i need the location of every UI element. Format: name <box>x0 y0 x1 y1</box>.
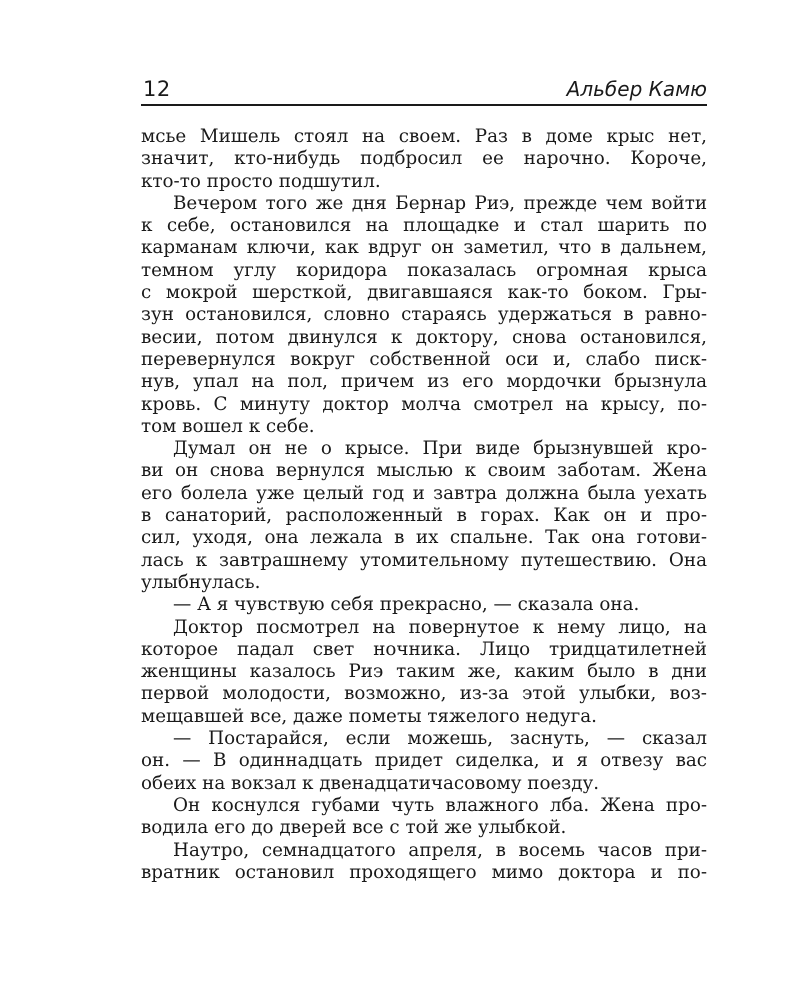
text-line: карманам ключи, как вдруг он заметил, что в дальнем, <box>141 237 707 259</box>
text-line: которое падал свет ночника. Лицо тридцатилетней <box>141 638 707 660</box>
text-line: в санаторий, расположенный в горах. Как он и про- <box>141 505 707 527</box>
text-line: к себе, остановился на площадке и стал шарить по <box>141 215 707 237</box>
text-line: он. — В одиннадцать придет сиделка, и я отвезу вас <box>141 750 707 772</box>
text-line: кто-то просто подшутил. <box>141 170 381 192</box>
running-title: Альбер Камю <box>566 77 707 101</box>
text-line: Вечером того же дня Бернар Риэ, прежде чем войти <box>173 192 707 214</box>
page-number: 12 <box>143 77 171 101</box>
text-line: мещавшей все, даже пометы тяжелого недуга. <box>141 705 597 727</box>
text-line: нув, упал на пол, причем из его мордочки брызнула <box>141 371 707 393</box>
text-line: вратник остановил проходящего мимо доктора и по- <box>141 861 707 883</box>
text-line: водила его до дверей все с той же улыбкой. <box>141 817 567 839</box>
text-line: Он коснулся губами чуть влажного лба. Жена про- <box>173 794 707 816</box>
text-line: мсье Мишель стоял на своем. Раз в доме крыс нет, <box>141 126 707 147</box>
text-line: зун остановился, словно стараясь удержаться в равно- <box>141 304 707 326</box>
text-line: Думал он не о крысе. При виде брызнувшей кро- <box>173 438 707 460</box>
text-line: весии, потом двинулся к доктору, снова остановился, <box>141 326 707 348</box>
text-line: — А я чувствую себя прекрасно, — сказала она. <box>173 594 640 616</box>
text-line: лась к завтрашнему утомительному путешествию. Она <box>141 549 707 571</box>
text-line: Наутро, семнадцатого апреля, в восемь часов при- <box>173 839 707 861</box>
text-line: улыбнулась. <box>141 571 261 593</box>
text-line: первой молодости, возможно, из-за этой улыбки, воз- <box>141 683 707 705</box>
book-page <box>141 74 707 884</box>
text-line: том вошел к себе. <box>141 415 315 437</box>
text-line: сил, уходя, она лежала в их спальне. Так она готови- <box>141 527 707 549</box>
text-line: с мокрой шерсткой, двигавшаяся как-то боком. Гры- <box>141 282 707 304</box>
text-line: женщины казалось Риэ таким же, каким было в дни <box>141 661 707 683</box>
text-line: ви он снова вернулся мыслью к своим заботам. Жена <box>141 460 707 482</box>
body-text <box>141 126 707 884</box>
text-line: — Постарайся, если можешь, заснуть, — сказал <box>173 728 707 750</box>
text-line: его болела уже целый год и завтра должна была уехать <box>141 482 707 504</box>
text-line: Доктор посмотрел на повернутое к нему лицо, на <box>173 616 707 638</box>
page-header <box>141 74 707 106</box>
text-line: обеих на вокзал к двенадцатичасовому поезду. <box>141 772 600 794</box>
text-line: кровь. С минуту доктор молча смотрел на крысу, по- <box>141 393 707 415</box>
text-line: темном углу коридора показалась огромная крыса <box>141 259 707 281</box>
text-line: значит, кто-нибудь подбросил ее нарочно. Короче, <box>141 148 707 170</box>
text-line: перевернулся вокруг собственной оси и, слабо писк- <box>141 348 707 370</box>
